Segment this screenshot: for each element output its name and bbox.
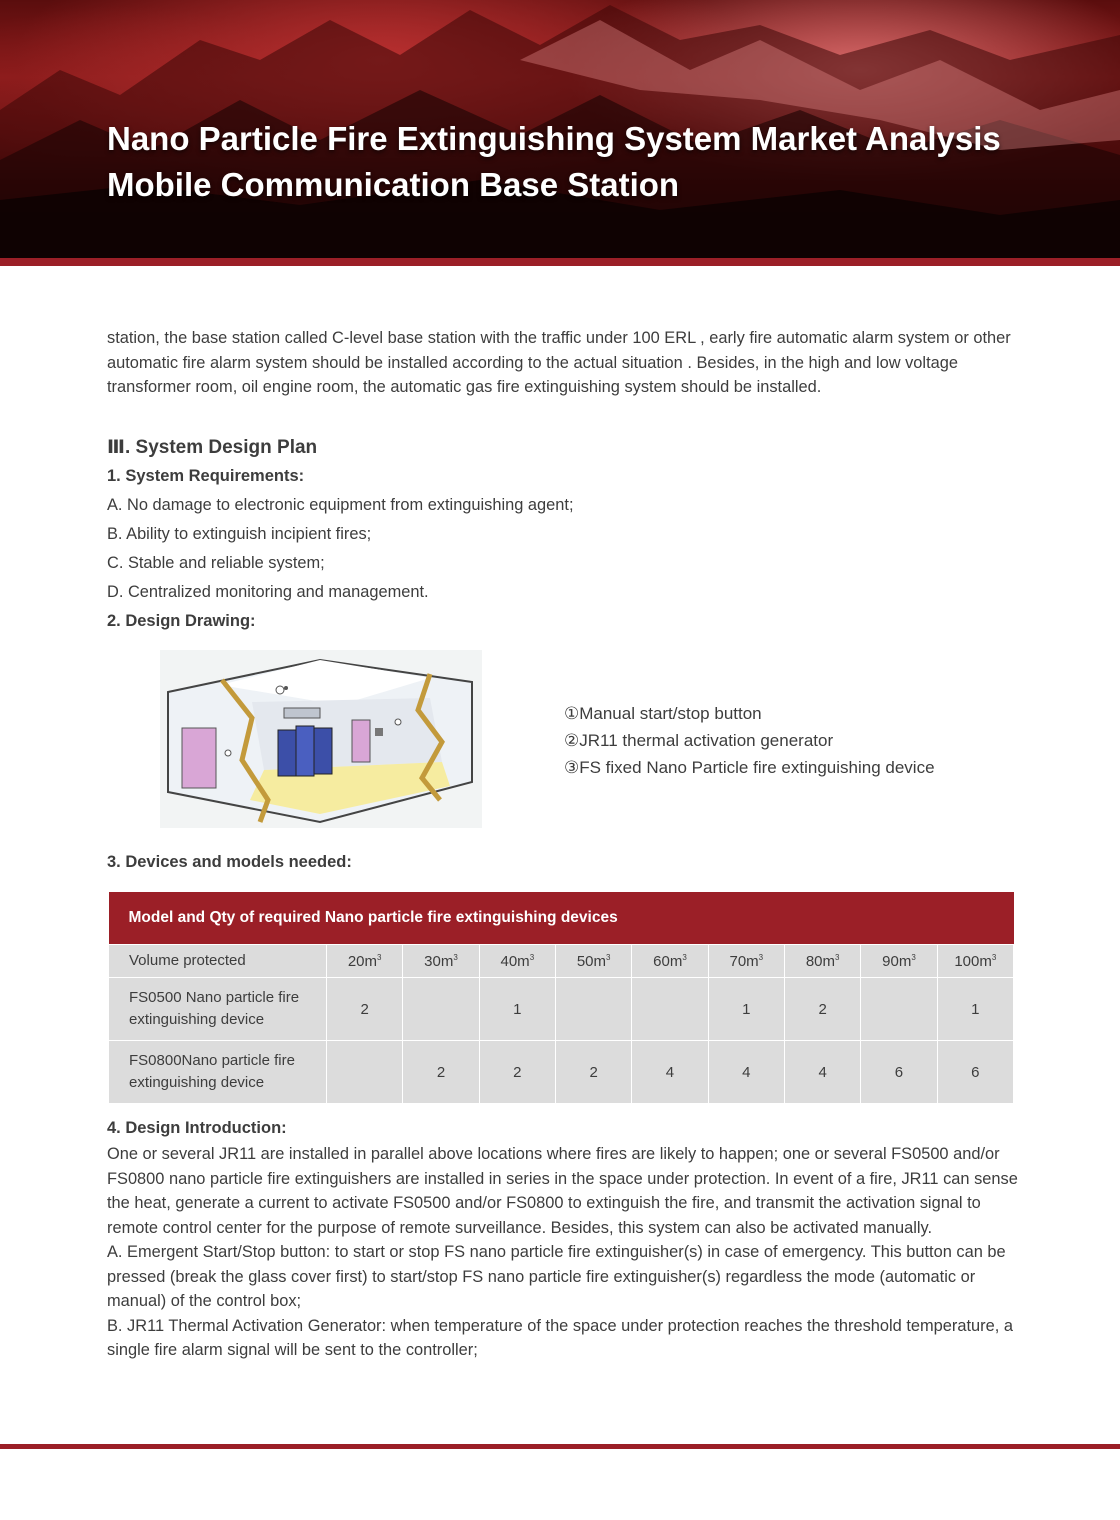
table-caption: Model and Qty of required Nano particle fire extinguishing devices bbox=[109, 892, 1014, 945]
legend-item: ①Manual start/stop button bbox=[564, 704, 762, 723]
qty-cell: 6 bbox=[937, 1041, 1013, 1104]
qty-cell bbox=[327, 1041, 403, 1104]
section-heading: Ⅲ. System Design Plan bbox=[107, 437, 318, 458]
qty-cell: 4 bbox=[632, 1041, 708, 1104]
qty-cell: 2 bbox=[555, 1041, 631, 1104]
footer-divider bbox=[0, 1444, 1120, 1449]
qty-cell: 2 bbox=[479, 1041, 555, 1104]
header-divider bbox=[0, 258, 1120, 266]
table-row bbox=[109, 1041, 1014, 1104]
qty-cell: 1 bbox=[708, 978, 784, 1041]
table-header-row bbox=[109, 945, 1014, 978]
volume-cell: $90m^3$ bbox=[861, 945, 937, 978]
design-intro-paragraph: A. Emergent Start/Stop button: to start or stop FS nano particle fire extinguisher(s) in case of emergency. This button can be pressed (break the glass cover first) to start/stop FS nano particle fire extinguisher(s) regardless the mode (automatic or manual) of the control box; bbox=[107, 1243, 1006, 1310]
page-title bbox=[107, 116, 1001, 208]
qty-cell: 2 bbox=[327, 978, 403, 1041]
qty-cell: 1 bbox=[479, 978, 555, 1041]
qty-cell: 2 bbox=[784, 978, 860, 1041]
requirement-item: C. Stable and reliable system; bbox=[107, 554, 325, 572]
requirement-item: B. Ability to extinguish incipient fires; bbox=[107, 525, 372, 543]
volume-cell: $50m^3$ bbox=[555, 945, 631, 978]
table-row bbox=[109, 978, 1014, 1041]
intro-paragraph: station, the base station called C-level base station with the traffic under 100 ERL , early fire automatic alarm system or other automatic fire alarm system should be installed according to the actual situation . Besides, in the high and low voltage transformer room, oil engine room, the automatic gas fire extinguishing system should be installed. bbox=[107, 329, 1011, 396]
device-label: FS0500 Nano particle fire extinguishing device bbox=[109, 978, 327, 1041]
requirement-item: A. No damage to electronic equipment from extinguishing agent; bbox=[107, 496, 574, 514]
device-label: FS0800Nano particle fire extinguishing device bbox=[109, 1041, 327, 1104]
volume-cell: $20m^3$ bbox=[327, 945, 403, 978]
qty-cell bbox=[555, 978, 631, 1041]
qty-cell: 6 bbox=[861, 1041, 937, 1104]
qty-cell: 2 bbox=[403, 1041, 479, 1104]
title-line-2: Mobile Communication Base Station bbox=[107, 166, 680, 203]
design-intro-paragraph: One or several JR11 are installed in parallel above locations where fires are likely to happen; one or several FS0500 and/or FS0800 nano particle fire extinguishers are installed in series in the space under protection. In event of a fire, JR11 can sense the heat, generate a current to activate FS0500 and/or FS0800 to extinguish the fire, and transmit the activation signal to remote control center for the purpose of remote surveillance. Besides, this system can also be activated manually. bbox=[107, 1145, 1018, 1237]
header-banner bbox=[0, 0, 1120, 258]
design-intro-paragraph: B. JR11 Thermal Activation Generator: when temperature of the space under protection reaches the threshold temperature, a single fire alarm signal will be sent to the controller; bbox=[107, 1316, 1013, 1359]
qty-cell bbox=[632, 978, 708, 1041]
volume-protected-label: Volume protected bbox=[109, 945, 327, 978]
volume-cell: $70m^3$ bbox=[708, 945, 784, 978]
drawing-legend bbox=[564, 700, 935, 781]
title-line-1: Nano Particle Fire Extinguishing System Market Analysis bbox=[107, 120, 1001, 157]
legend-item: ③FS fixed Nano Particle fire extinguishing device bbox=[564, 758, 935, 777]
volume-cell: $80m^3$ bbox=[784, 945, 860, 978]
design-drawing-heading: 2. Design Drawing: bbox=[107, 612, 256, 630]
qty-cell bbox=[403, 978, 479, 1041]
qty-cell: 4 bbox=[708, 1041, 784, 1104]
volume-cell: $30m^3$ bbox=[403, 945, 479, 978]
design-intro-body bbox=[107, 1142, 1027, 1363]
requirement-item: D. Centralized monitoring and management. bbox=[107, 583, 429, 601]
legend-item: ②JR11 thermal activation generator bbox=[564, 731, 834, 750]
design-drawing-illustration bbox=[160, 650, 482, 828]
volume-cell: $100m^3$ bbox=[937, 945, 1013, 978]
devices-table bbox=[108, 892, 1014, 1104]
devices-heading: 3. Devices and models needed: bbox=[107, 853, 352, 871]
volume-cell: $40m^3$ bbox=[479, 945, 555, 978]
design-intro-heading: 4. Design Introduction: bbox=[107, 1119, 287, 1137]
qty-cell bbox=[861, 978, 937, 1041]
volume-cell: $60m^3$ bbox=[632, 945, 708, 978]
qty-cell: 1 bbox=[937, 978, 1013, 1041]
requirements-heading: 1. System Requirements: bbox=[107, 467, 305, 485]
qty-cell: 4 bbox=[784, 1041, 860, 1104]
